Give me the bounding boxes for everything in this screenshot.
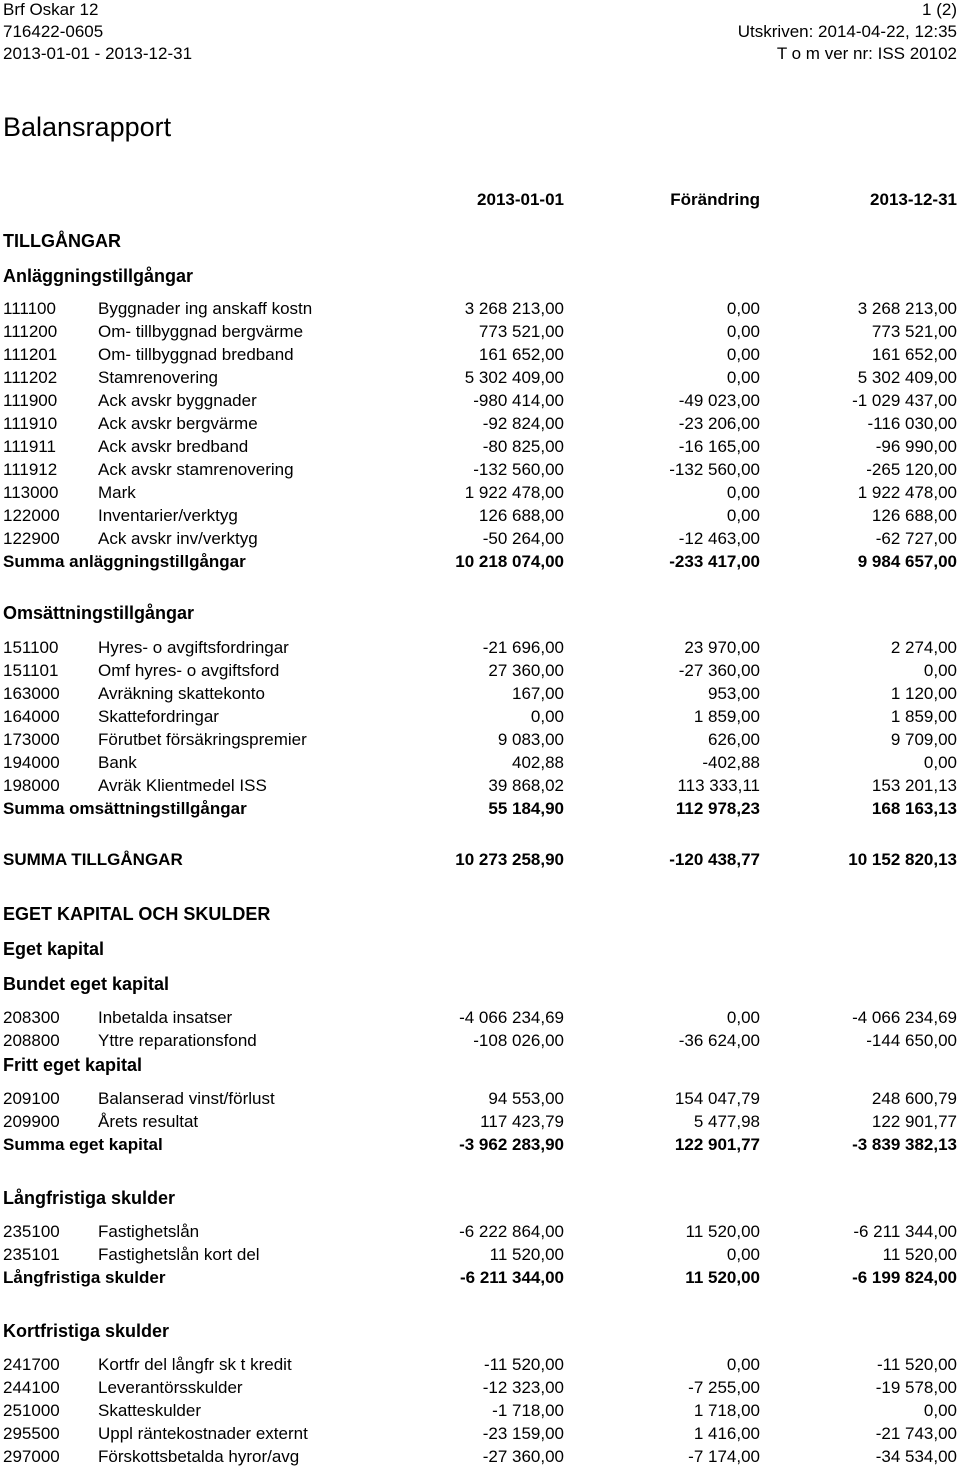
summary-value-change: 11 520,00 <box>685 1268 760 1287</box>
value-opening: -6 222 864,00 <box>459 1222 564 1241</box>
value-opening: -80 825,00 <box>482 437 564 456</box>
value-closing: -1 029 437,00 <box>852 391 957 410</box>
account-row <box>3 321 957 343</box>
value-opening: -132 560,00 <box>473 460 564 479</box>
value-opening: -108 026,00 <box>473 1031 564 1050</box>
summary-value-closing: 10 152 820,13 <box>848 850 957 869</box>
column-header-closing: 2013-12-31 <box>870 190 957 209</box>
summary-label: Långfristiga skulder <box>3 1268 166 1287</box>
summary-value-opening: 10 273 258,90 <box>455 850 564 869</box>
summary-value-closing: 168 163,13 <box>871 799 957 818</box>
value-change: -49 023,00 <box>678 391 760 410</box>
account-name: Om- tillbyggnad bergvärme <box>98 322 304 341</box>
account-row <box>3 1088 957 1110</box>
column-header-change: Förändring <box>670 190 760 209</box>
value-change: 23 970,00 <box>684 638 760 657</box>
summary-row-anlaggning <box>3 551 957 573</box>
account-name: Kortfr del långfr sk t kredit <box>98 1355 292 1374</box>
account-number: 111100 <box>3 299 56 318</box>
report-period: 2013-01-01 - 2013-12-31 <box>3 44 193 63</box>
account-row <box>3 505 957 527</box>
value-opening: 0,00 <box>530 707 564 726</box>
account-number: 151101 <box>3 661 59 680</box>
account-number: 111900 <box>3 391 58 410</box>
account-number: 113000 <box>3 483 59 502</box>
value-change: 5 477,98 <box>693 1112 760 1131</box>
value-closing: -6 211 344,00 <box>853 1222 957 1241</box>
account-row <box>3 660 957 682</box>
account-row <box>3 482 957 504</box>
value-change: 0,00 <box>726 322 760 341</box>
summary-value-closing: -6 199 824,00 <box>852 1268 957 1287</box>
value-opening: 94 553,00 <box>488 1089 564 1108</box>
value-closing: -96 990,00 <box>875 437 957 456</box>
account-name: Balanserad vinst/förlust <box>98 1089 275 1108</box>
account-row <box>3 1007 957 1029</box>
account-row <box>3 1221 957 1243</box>
account-row <box>3 344 957 366</box>
report-header-line-1 <box>3 0 957 21</box>
value-closing: 9 709,00 <box>890 730 957 749</box>
account-row <box>3 1030 957 1052</box>
account-row <box>3 1446 957 1468</box>
summary-value-opening: -3 962 283,90 <box>459 1135 564 1154</box>
section-kortfristiga-skulder: Kortfristiga skulder <box>3 1321 170 1341</box>
value-opening: 9 083,00 <box>497 730 564 749</box>
account-name: Omf hyres- o avgiftsford <box>98 661 280 680</box>
value-opening: -21 696,00 <box>482 638 564 657</box>
value-opening: -980 414,00 <box>473 391 564 410</box>
summary-row-eget-kapital <box>3 1134 957 1156</box>
value-opening: 117 423,79 <box>480 1112 564 1131</box>
value-closing: 126 688,00 <box>871 506 957 525</box>
account-name: Fastighetslån <box>98 1222 200 1241</box>
value-closing: -21 743,00 <box>875 1424 957 1443</box>
value-opening: -12 323,00 <box>482 1378 564 1397</box>
value-closing: -265 120,00 <box>866 460 957 479</box>
value-closing: 2 274,00 <box>890 638 957 657</box>
account-name: Skattefordringar <box>98 707 219 726</box>
value-closing: 5 302 409,00 <box>857 368 957 387</box>
summary-value-change: 122 901,77 <box>674 1135 760 1154</box>
account-name: Uppl räntekostnader externt <box>98 1424 308 1443</box>
account-row <box>3 390 957 412</box>
value-change: 0,00 <box>726 1008 760 1027</box>
summary-value-closing: 9 984 657,00 <box>857 552 957 571</box>
value-closing: 1 859,00 <box>890 707 957 726</box>
account-name: Ack avskr bergvärme <box>98 414 258 433</box>
report-header-line-2 <box>3 21 957 43</box>
value-change: 0,00 <box>726 483 760 502</box>
account-number: 122900 <box>3 529 60 548</box>
value-closing: 161 652,00 <box>871 345 957 364</box>
account-row <box>3 1244 957 1266</box>
value-opening: 126 688,00 <box>478 506 564 525</box>
column-header-opening: 2013-01-01 <box>477 190 564 209</box>
account-number: 173000 <box>3 730 60 749</box>
value-change: 626,00 <box>708 730 760 749</box>
value-opening: 402,88 <box>512 753 564 772</box>
value-change: 1 718,00 <box>693 1401 760 1420</box>
account-name: Om- tillbyggnad bredband <box>98 345 294 364</box>
section-bundet-eget-kapital: Bundet eget kapital <box>3 974 170 994</box>
value-closing: -4 066 234,69 <box>852 1008 957 1027</box>
section-eget-kapital-och-skulder: EGET KAPITAL OCH SKULDER <box>3 904 271 924</box>
page-title: Balansrapport <box>3 112 172 142</box>
account-name: Inbetalda insatser <box>98 1008 233 1027</box>
value-opening: 39 868,02 <box>488 776 564 795</box>
account-number: 209100 <box>3 1089 60 1108</box>
account-number: 244100 <box>3 1378 60 1397</box>
value-change: 0,00 <box>726 368 760 387</box>
section-anlaggningstillgangar: Anläggningstillgångar <box>3 266 194 286</box>
value-change: 1 859,00 <box>693 707 760 726</box>
value-opening: 27 360,00 <box>488 661 564 680</box>
summary-label: Summa omsättningstillgångar <box>3 799 247 818</box>
account-name: Inventarier/verktyg <box>98 506 238 525</box>
account-name: Förutbet försäkringspremier <box>98 730 307 749</box>
account-row <box>3 413 957 435</box>
value-closing: 153 201,13 <box>871 776 957 795</box>
account-number: 111910 <box>3 414 58 433</box>
account-row <box>3 752 957 774</box>
account-number: 198000 <box>3 776 60 795</box>
summary-row-omsattning <box>3 798 957 820</box>
value-closing: -11 520,00 <box>876 1355 957 1374</box>
summary-value-opening: 55 184,90 <box>488 799 564 818</box>
section-eget-kapital: Eget kapital <box>3 939 105 959</box>
value-opening: 161 652,00 <box>478 345 564 364</box>
printed-date: Utskriven: 2014-04-22, 12:35 <box>737 22 957 41</box>
value-change: -23 206,00 <box>678 414 760 433</box>
account-number: 235101 <box>3 1245 60 1264</box>
account-number: 295500 <box>3 1424 60 1443</box>
value-opening: 167,00 <box>512 684 564 703</box>
report-header-line-3 <box>3 43 957 65</box>
value-change: -27 360,00 <box>678 661 760 680</box>
summary-label: Summa anläggningstillgångar <box>3 552 246 571</box>
value-opening: -1 718,00 <box>492 1401 564 1420</box>
value-closing: -62 727,00 <box>875 529 957 548</box>
account-number: 122000 <box>3 506 60 525</box>
section-omsattningstillgangar: Omsättningstillgångar <box>3 603 195 623</box>
value-opening: -11 520,00 <box>483 1355 564 1374</box>
value-closing: 0,00 <box>923 753 957 772</box>
value-change: 154 047,79 <box>674 1089 760 1108</box>
account-number: 241700 <box>3 1355 60 1374</box>
value-change: 953,00 <box>708 684 760 703</box>
value-closing: 11 520,00 <box>882 1245 957 1264</box>
value-opening: 5 302 409,00 <box>464 368 564 387</box>
value-closing: -34 534,00 <box>875 1447 957 1466</box>
account-row <box>3 367 957 389</box>
value-change: -36 624,00 <box>678 1031 760 1050</box>
account-row <box>3 1423 957 1445</box>
account-name: Ack avskr bredband <box>98 437 249 456</box>
value-change: -402,88 <box>702 753 760 772</box>
value-closing: 1 120,00 <box>890 684 957 703</box>
account-number: 151100 <box>3 638 59 657</box>
page-number: 1 (2) <box>922 0 957 19</box>
account-row <box>3 1400 957 1422</box>
account-row <box>3 637 957 659</box>
value-opening: -23 159,00 <box>482 1424 564 1443</box>
summary-label: SUMMA TILLGÅNGAR <box>3 850 183 869</box>
value-change: -7 255,00 <box>688 1378 760 1397</box>
account-row <box>3 1111 957 1133</box>
value-opening: -27 360,00 <box>482 1447 564 1466</box>
account-number: 164000 <box>3 707 60 726</box>
account-number: 111201 <box>3 345 58 364</box>
value-opening: 773 521,00 <box>478 322 564 341</box>
value-closing: -116 030,00 <box>867 414 957 433</box>
value-opening: -92 824,00 <box>482 414 564 433</box>
account-row <box>3 436 957 458</box>
account-number: 208800 <box>3 1031 60 1050</box>
value-change: -132 560,00 <box>669 460 760 479</box>
account-number: 208300 <box>3 1008 60 1027</box>
summary-row-langfristiga <box>3 1267 957 1289</box>
value-change: 0,00 <box>726 345 760 364</box>
value-change: 0,00 <box>726 506 760 525</box>
account-number: 111911 <box>3 437 56 456</box>
summary-value-change: -233 417,00 <box>669 552 760 571</box>
account-number: 163000 <box>3 684 60 703</box>
value-closing: 3 268 213,00 <box>857 299 957 318</box>
account-name: Stamrenovering <box>98 368 219 387</box>
account-number: 111912 <box>3 460 58 479</box>
account-name: Yttre reparationsfond <box>98 1031 257 1050</box>
value-closing: 0,00 <box>923 661 957 680</box>
account-name: Ack avskr stamrenovering <box>98 460 294 479</box>
account-row <box>3 729 957 751</box>
account-row <box>3 528 957 550</box>
account-name: Bank <box>98 753 137 772</box>
account-number: 111200 <box>3 322 58 341</box>
account-row <box>3 775 957 797</box>
summary-value-change: -120 438,77 <box>669 850 760 869</box>
value-closing: 248 600,79 <box>871 1089 957 1108</box>
summary-row-tillgangar-total <box>3 849 957 871</box>
account-row <box>3 298 957 320</box>
value-opening: 1 922 478,00 <box>464 483 564 502</box>
account-name: Årets resultat <box>98 1112 199 1131</box>
account-number: 111202 <box>3 368 58 387</box>
account-name: Förskottsbetalda hyror/avg <box>98 1447 300 1466</box>
account-row <box>3 1354 957 1376</box>
summary-value-change: 112 978,23 <box>675 799 760 818</box>
value-change: 0,00 <box>726 1245 760 1264</box>
summary-value-closing: -3 839 382,13 <box>852 1135 957 1154</box>
value-change: 11 520,00 <box>685 1222 760 1241</box>
version-number: T o m ver nr: ISS 20102 <box>776 44 957 63</box>
account-row <box>3 1377 957 1399</box>
account-name: Avräk Klientmedel ISS <box>98 776 267 795</box>
account-name: Ack avskr inv/verktyg <box>98 529 258 548</box>
section-fritt-eget-kapital: Fritt eget kapital <box>3 1055 143 1075</box>
value-opening: 11 520,00 <box>489 1245 564 1264</box>
company-name: Brf Oskar 12 <box>3 0 99 19</box>
account-name: Leverantörsskulder <box>98 1378 243 1397</box>
value-closing: 122 901,77 <box>871 1112 957 1131</box>
account-number: 297000 <box>3 1447 60 1466</box>
value-opening: -4 066 234,69 <box>459 1008 564 1027</box>
account-name: Fastighetslån kort del <box>98 1245 260 1264</box>
value-change: 113 333,11 <box>677 776 760 795</box>
account-number: 194000 <box>3 753 60 772</box>
account-name: Ack avskr byggnader <box>98 391 257 410</box>
value-closing: 0,00 <box>923 1401 957 1420</box>
value-closing: 773 521,00 <box>871 322 957 341</box>
value-change: 0,00 <box>726 1355 760 1374</box>
value-change: -12 463,00 <box>678 529 760 548</box>
account-row <box>3 683 957 705</box>
account-number: 251000 <box>3 1401 60 1420</box>
account-name: Mark <box>98 483 136 502</box>
value-change: 1 416,00 <box>693 1424 760 1443</box>
account-name: Avräkning skattekonto <box>98 684 265 703</box>
summary-label: Summa eget kapital <box>3 1135 163 1154</box>
account-row <box>3 706 957 728</box>
account-name: Byggnader ing anskaff kostn <box>98 299 313 318</box>
account-number: 235100 <box>3 1222 60 1241</box>
value-closing: -144 650,00 <box>866 1031 957 1050</box>
value-opening: -50 264,00 <box>482 529 564 548</box>
account-name: Hyres- o avgiftsfordringar <box>98 638 289 657</box>
summary-value-opening: 10 218 074,00 <box>455 552 564 571</box>
summary-value-opening: -6 211 344,00 <box>460 1268 564 1287</box>
account-row <box>3 459 957 481</box>
value-closing: 1 922 478,00 <box>857 483 957 502</box>
org-number: 716422-0605 <box>3 22 104 41</box>
value-closing: -19 578,00 <box>875 1378 957 1397</box>
account-number: 209900 <box>3 1112 60 1131</box>
value-opening: 3 268 213,00 <box>464 299 564 318</box>
section-langfristiga-skulder: Långfristiga skulder <box>3 1188 176 1208</box>
value-change: -7 174,00 <box>688 1447 760 1466</box>
account-name: Skatteskulder <box>98 1401 201 1420</box>
value-change: -16 165,00 <box>678 437 760 456</box>
section-tillgangar: TILLGÅNGAR <box>3 231 121 251</box>
value-change: 0,00 <box>726 299 760 318</box>
